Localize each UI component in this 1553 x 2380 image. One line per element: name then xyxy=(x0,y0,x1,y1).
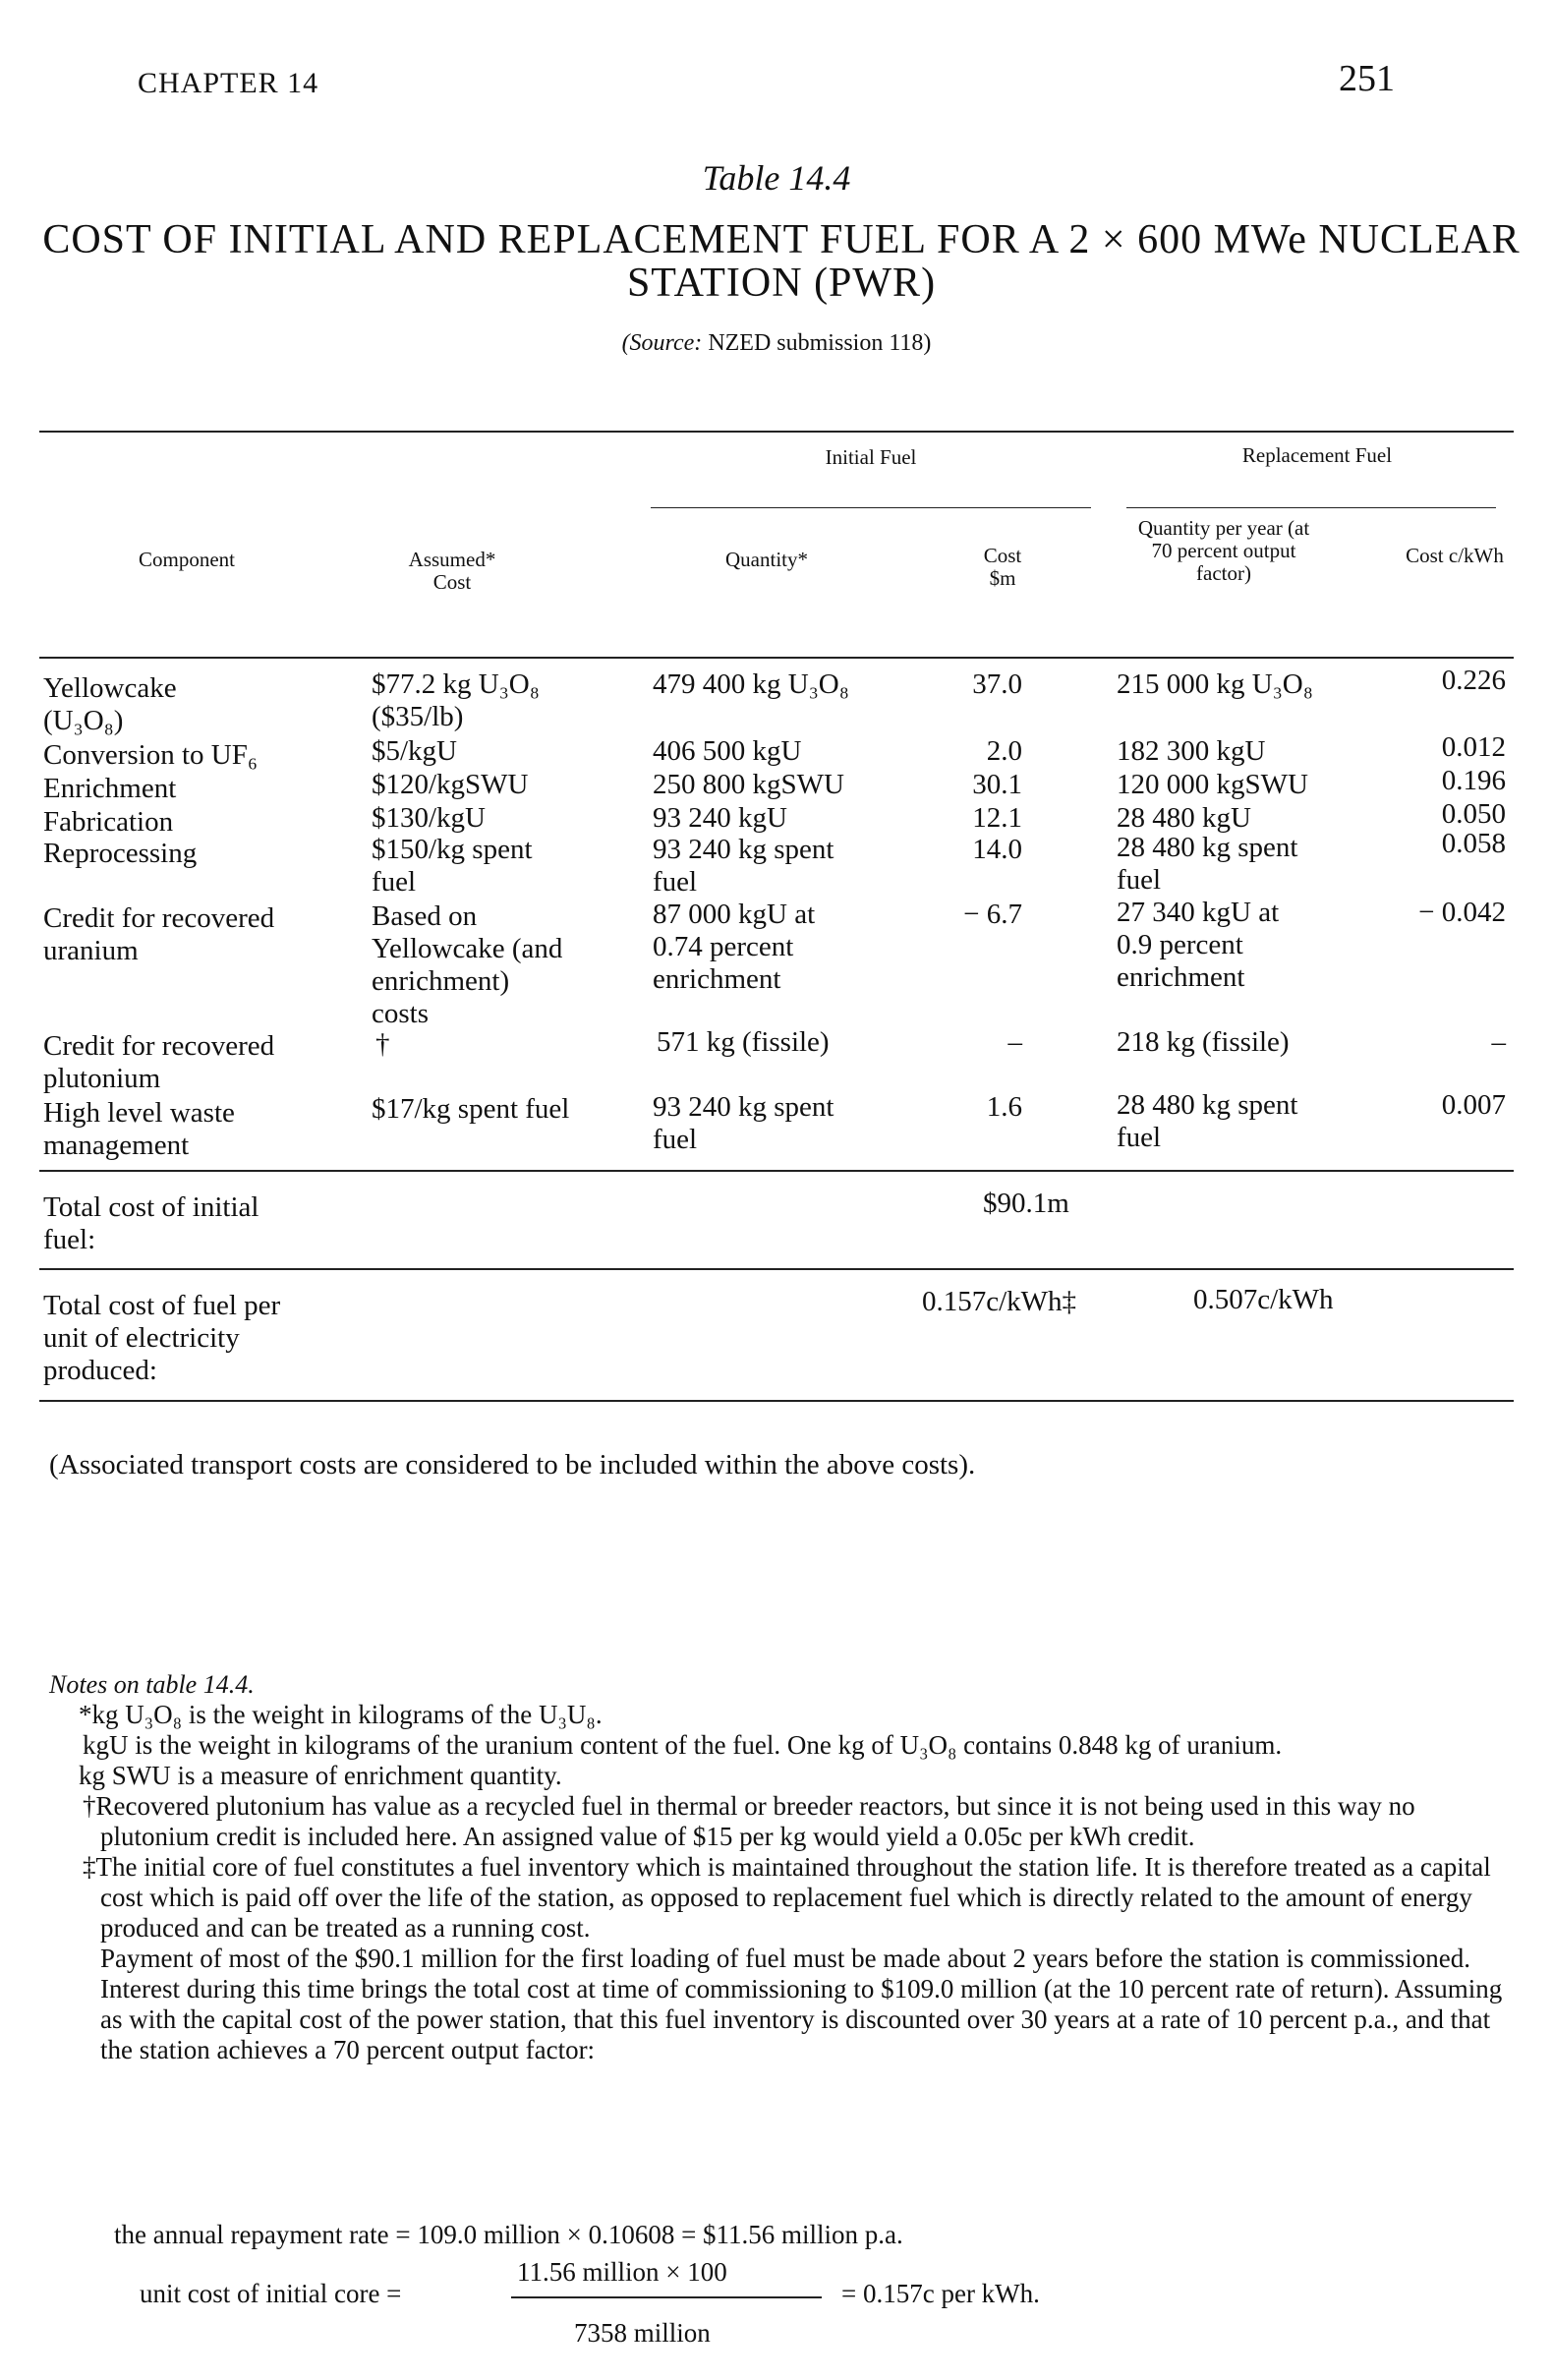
row-waste-assumed: $17/kg spent fuel xyxy=(372,1093,570,1125)
row-credit-plutonium-assumed: † xyxy=(375,1028,390,1060)
row-credit-uranium-component: Credit for recovered uranium xyxy=(43,902,275,966)
row-yellowcake-component: Yellowcake (U₃O₈) xyxy=(43,672,177,736)
row-yellowcake-cost-kwh: 0.226 xyxy=(1441,665,1506,696)
formula-numerator: 11.56 million × 100 xyxy=(517,2257,727,2287)
header-assumed-cost: Assumed* Cost xyxy=(408,548,496,594)
formula-result: = 0.157c per kWh. xyxy=(841,2279,1040,2308)
note-double-dagger-1: ‡The initial core of fuel constitutes a fuel inventory which is maintained throughout the station life. It is therefore treated as a capital cost which is paid off over the life of the station, as opposed to replacement fuel which is directly related to the amount of energy produced and can be treated as a running cost. xyxy=(83,1852,1491,1943)
header-replacement-fuel: Replacement Fuel xyxy=(1241,443,1393,467)
table-label: Table 14.4 xyxy=(702,158,851,198)
note-star-1: *kg U₃O₈ is the weight in kilograms of the U₃U₈. xyxy=(79,1700,603,1729)
table-notes xyxy=(49,1669,1514,2065)
header-bottom-rule xyxy=(39,657,1514,659)
row-credit-uranium-cost: − 6.7 xyxy=(963,899,1022,930)
header-cost-ckwh: Cost c/kWh xyxy=(1406,544,1504,567)
row-waste-cost: 1.6 xyxy=(986,1091,1022,1123)
row-credit-plutonium-cost: – xyxy=(1007,1026,1022,1058)
source-text: NZED submission 118) xyxy=(708,330,932,356)
row-conversion-cost-kwh: 0.012 xyxy=(1441,731,1506,763)
total-per-unit-initial: 0.157c/kWh‡ xyxy=(922,1286,1077,1317)
row-enrichment-component: Enrichment xyxy=(43,773,177,804)
formula-unit-label: unit cost of initial core = xyxy=(140,2279,402,2308)
row-yellowcake-qty-year: 215 000 kg U₃O₈ xyxy=(1117,668,1313,700)
header-component: Component xyxy=(139,548,235,571)
page-number: 251 xyxy=(1339,58,1395,99)
header-quantity: Quantity* xyxy=(725,548,808,571)
chapter-heading: CHAPTER 14 xyxy=(138,67,319,99)
total-per-unit-label: Total cost of fuel per unit of electricity produced: xyxy=(43,1290,281,1386)
row-conversion-qty: 406 500 kgU xyxy=(653,735,802,767)
source-prefix: (Source: xyxy=(621,330,703,356)
notes-heading: Notes on table 14.4. xyxy=(49,1670,255,1699)
note-star-3: kg SWU is a measure of enrichment quantity. xyxy=(79,1761,562,1790)
row-fabrication-component: Fabrication xyxy=(43,806,174,838)
row-credit-uranium-assumed: Based on Yellowcake (and enrichment) costs xyxy=(372,900,563,1029)
row-waste-qty-year: 28 480 kg spent fuel xyxy=(1117,1089,1298,1153)
formula-fraction-bar xyxy=(511,2296,822,2298)
formula-denominator: 7358 million xyxy=(574,2318,711,2348)
row-enrichment-qty-year: 120 000 kgSWU xyxy=(1117,769,1308,800)
row-waste-component: High level waste management xyxy=(43,1097,235,1161)
row-waste-qty: 93 240 kg spent fuel xyxy=(653,1091,834,1155)
row-credit-plutonium-qty-year: 218 kg (fissile) xyxy=(1117,1026,1290,1058)
header-initial-fuel: Initial Fuel xyxy=(825,445,917,469)
note-star-2: kgU is the weight in kilograms of the uranium content of the fuel. One kg of U₃O₈ contains 0.848 kg of uranium. xyxy=(83,1730,1283,1760)
header-cost-sm: Cost $m xyxy=(983,544,1022,590)
row-credit-uranium-qty-year: 27 340 kgU at 0.9 percent enrichment xyxy=(1117,897,1280,993)
row-reprocessing-qty: 93 240 kg spent fuel xyxy=(653,834,834,898)
body-bottom-rule xyxy=(39,1170,1514,1172)
row-yellowcake-qty: 479 400 kg U₃O₈ xyxy=(653,668,849,700)
row-enrichment-cost: 30.1 xyxy=(972,769,1022,800)
total-per-unit-replacement: 0.507c/kWh xyxy=(1193,1284,1334,1315)
row-fabrication-qty: 93 240 kgU xyxy=(653,802,787,834)
row-reprocessing-component: Reprocessing xyxy=(43,838,198,869)
total-initial-value: $90.1m xyxy=(983,1188,1069,1219)
total-initial-rule xyxy=(39,1268,1514,1270)
note-dagger: †Recovered plutonium has value as a recycled fuel in thermal or breeder reactors, but since it is not being used in this way no plutonium credit is included here. An assigned value of $15 per kg would yield a 0.05c per kWh credit. xyxy=(83,1791,1415,1851)
row-conversion-cost: 2.0 xyxy=(986,735,1022,767)
row-reprocessing-qty-year: 28 480 kg spent fuel xyxy=(1117,832,1298,896)
row-enrichment-assumed: $120/kgSWU xyxy=(372,769,529,800)
table-top-rule xyxy=(39,431,1514,433)
row-enrichment-cost-kwh: 0.196 xyxy=(1441,765,1506,796)
row-fabrication-assumed: $130/kgU xyxy=(372,802,486,834)
table-title: COST OF INITIAL AND REPLACEMENT FUEL FOR A 2 × 600 MWe NUCLEAR STATION (PWR) xyxy=(42,217,1521,306)
row-conversion-assumed: $5/kgU xyxy=(372,735,457,767)
header-quantity-per-year: Quantity per year (at 70 percent output factor) xyxy=(1137,516,1310,585)
row-fabrication-cost: 12.1 xyxy=(972,802,1022,834)
row-yellowcake-cost: 37.0 xyxy=(972,668,1022,700)
replacement-fuel-rule xyxy=(1126,507,1496,508)
row-reprocessing-cost: 14.0 xyxy=(972,834,1022,865)
row-fabrication-cost-kwh: 0.050 xyxy=(1441,798,1506,830)
row-reprocessing-assumed: $150/kg spent fuel xyxy=(372,834,533,898)
row-conversion-component: Conversion to UF₆ xyxy=(43,739,258,771)
row-credit-plutonium-cost-kwh: – xyxy=(1491,1026,1506,1058)
row-enrichment-qty: 250 800 kgSWU xyxy=(653,769,844,800)
row-waste-cost-kwh: 0.007 xyxy=(1441,1089,1506,1121)
associated-costs-note: (Associated transport costs are considered to be included within the above costs). xyxy=(49,1449,976,1480)
row-yellowcake-assumed: $77.2 kg U₃O₈ ($35/lb) xyxy=(372,668,540,732)
row-credit-uranium-qty: 87 000 kgU at 0.74 percent enrichment xyxy=(653,899,816,995)
row-conversion-qty-year: 182 300 kgU xyxy=(1117,735,1266,767)
total-initial-label: Total cost of initial fuel: xyxy=(43,1191,259,1255)
row-credit-plutonium-component: Credit for recovered plutonium xyxy=(43,1030,275,1094)
formula-repayment: the annual repayment rate = 109.0 million × 0.10608 = $11.56 million p.a. xyxy=(114,2220,903,2249)
row-credit-uranium-cost-kwh: − 0.042 xyxy=(1418,897,1506,928)
table-bottom-rule xyxy=(39,1400,1514,1402)
initial-fuel-rule xyxy=(651,507,1091,508)
note-double-dagger-2: Payment of most of the $90.1 million for the first loading of fuel must be made about 2 years before the station is commissioned. Interest during this time brings the total cost at time of commissioning to $109.0 million (at the 10 percent rate of return). Assuming as with the capital cost of the power station, that this fuel inventory is discounted over 30 years at a rate of 10 percent p.a., and that the station achieves a 70 percent output factor: xyxy=(100,1944,1503,2064)
table-source xyxy=(0,330,1553,357)
row-fabrication-qty-year: 28 480 kgU xyxy=(1117,802,1251,834)
row-credit-plutonium-qty: 571 kg (fissile) xyxy=(657,1026,830,1058)
row-reprocessing-cost-kwh: 0.058 xyxy=(1441,828,1506,859)
